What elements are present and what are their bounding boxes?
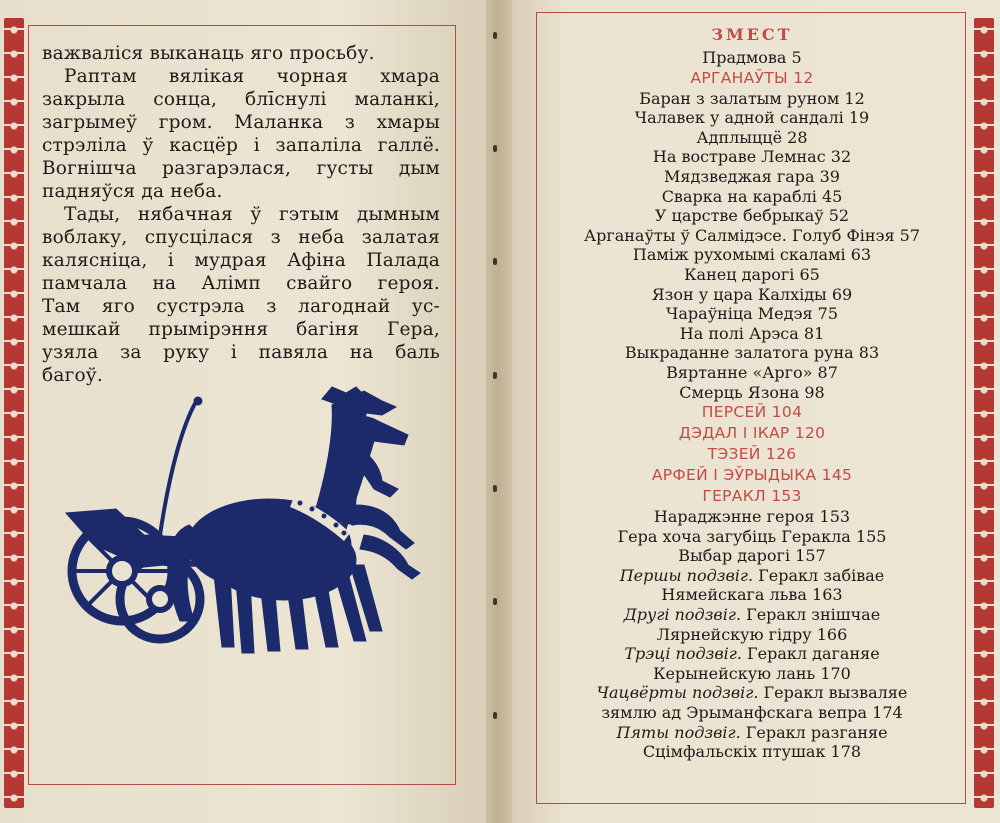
story-line: Раптам вялікая чорная хмара [64,66,440,87]
labour-label: Першы подзвіг. [619,565,754,585]
labour-description: Геракл знішчае [741,605,881,625]
contents-entry: Канец дарогі 65 [684,264,820,284]
labour-description: Геракл забівае [753,565,885,585]
story-line: багоў. [42,365,103,386]
story-line: узяла за руку і павяла на баль [42,342,440,363]
story-line: закрыла сонца, блīснулі маланкі, [42,89,440,110]
contents-entry: Адплыццё 28 [696,127,808,147]
story-line: мешкай прымірэння багіня Гера, [42,319,440,340]
contents-entry: Сварка на караблі 45 [661,186,843,206]
ornamental-border-right [974,18,994,808]
contents-title: ЗМЕСТ [711,25,793,44]
contents-entry: Мядзведжая гара 39 [664,166,840,186]
contents-labour-line [556,723,948,743]
contents-labour-line [556,605,948,625]
contents-section-heading: АРФЕЙ І ЭЎРЫДЫКА 145 [651,466,853,485]
story-line: загрымеў гром. Маланка з хмары [42,112,440,133]
labour-label: Трэці подзвіг. [624,644,742,664]
table-of-contents [556,24,948,762]
contents-section-heading: ГЕРАКЛ 153 [702,487,802,506]
story-line: падняўся да неба. [42,181,223,202]
binding-stitch [493,712,497,719]
story-line: Там яго сустрэла з лагоднай ус- [42,296,440,317]
contents-entry: На востраве Лемнас 32 [652,147,852,167]
binding-stitch [493,258,497,265]
contents-entry: Выбар дарогі 157 [678,546,826,566]
contents-labour-line [556,644,948,664]
binding-stitch [493,32,497,39]
binding-stitch [493,485,497,492]
story-text [42,42,440,387]
labour-label: Пяты подзвіг. [616,722,741,742]
story-line: калясніца, і мудрая Афіна Палада [42,250,440,271]
contents-entry: Арганаўты ў Салмідэсе. Голуб Фінэя 57 [583,225,921,245]
contents-labour-line [556,566,948,586]
ornamental-border-left [4,18,24,808]
contents-entry: Лярнейскую гідру 166 [656,624,848,644]
contents-entry: Нямейскага льва 163 [661,585,843,605]
contents-section-heading: АРГАНАЎТЫ 12 [690,68,814,87]
contents-entry: Сцімфальскіх птушак 178 [642,742,862,762]
labour-description: Геракл даганяе [741,644,880,664]
contents-entry: Прадмова 5 [702,48,802,67]
binding-stitch [493,598,497,605]
contents-entry: Чараўніца Медэя 75 [666,304,838,324]
contents-entry: Чалавек у адной сандалі 19 [634,108,870,128]
chariot-illustration [64,385,424,665]
story-line: воблаку, спусцілася з неба залатая [42,227,440,248]
book-gutter [486,0,512,823]
contents-entry: зямлю ад Эрыманфскага вепра 174 [601,703,903,723]
contents-entry: Нараджэнне героя 153 [653,507,851,527]
contents-entry: Баран з залатым руном 12 [639,88,865,108]
contents-entry: Паміж рухомымі скаламі 63 [632,245,872,265]
contents-entry: Керынейскую лань 170 [653,663,851,683]
contents-section-heading: ДЭДАЛ І ІКАР 120 [678,424,826,443]
contents-section-heading: ПЕРСЕЙ 104 [701,403,803,422]
contents-entry: Выкраданне залатога руна 83 [624,343,880,363]
story-line: Вогнішча разгарэлася, густы дым [42,158,440,179]
contents-labour-line [556,683,948,703]
story-line: важваліся выканаць яго просьбу. [42,43,375,64]
labour-description: Геракл разганяе [740,722,888,742]
contents-section-heading: ТЭЗЕЙ 126 [707,445,797,464]
story-line: Тады, нябачная ў гэтым дымным [64,204,440,225]
contents-entry: Язон у цара Калхіды 69 [651,284,853,304]
contents-entry: Смерць Язона 98 [679,382,825,402]
labour-label: Чацвёрты подзвіг. [596,683,759,703]
contents-entry: На полі Арэса 81 [679,323,825,343]
contents-list [556,48,948,762]
binding-stitch [493,372,497,379]
contents-entry: У царстве бебрыкаў 52 [654,206,850,226]
contents-entry: Гера хоча загубіць Геракла 155 [617,526,887,546]
binding-stitch [493,145,497,152]
labour-label: Другі подзвіг. [623,605,742,625]
story-line: стрэліла ў касцёр і запаліла галлё. [42,135,440,156]
labour-description: Геракл вызваляе [758,683,908,703]
contents-entry: Вяртанне «Арго» 87 [666,362,838,382]
story-line: памчала на Алімп свайго героя. [42,273,440,294]
